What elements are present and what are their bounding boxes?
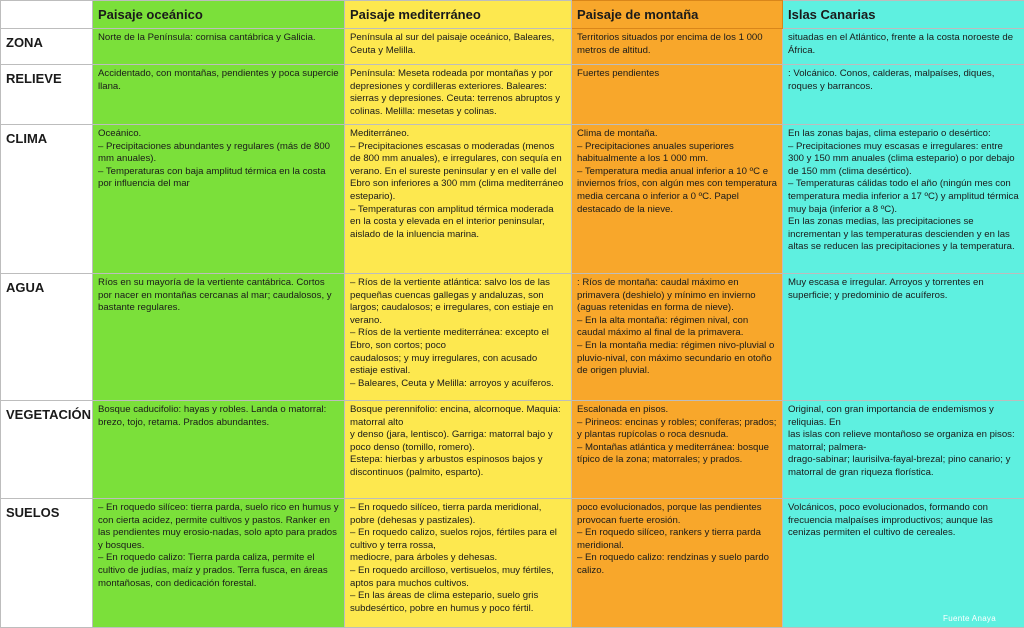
cell-zona-mediterraneo: Península al sur del paisaje oceánico, Baleares, Ceuta y Melilla. <box>345 29 572 65</box>
cell-relieve-mediterraneo: Península: Meseta rodeada por montañas y por depresiones y cordilleras exteriores. Baleares: sierras y depresiones. Ceuta: terrenos abruptos y colinas. Melilla: mesetas y colinas. <box>345 65 572 125</box>
header-islas-canarias: Islas Canarias <box>783 1 1024 29</box>
cell-clima-montana: Clima de montaña. – Precipitaciones anuales superiores habitualmente a los 1 000 mm. – Temperatura media anual inferior a 10 ºC e inviernos fríos, con algún mes con temperatura media cercana o inferior a 0 ºC. Papel destacado de la nieve. <box>572 125 783 274</box>
cell-suelos-canarias: Volcánicos, poco evolucionados, formando con frecuencia malpaíses improductivos; aunque las cenizas permiten el cultivo de cereales. <box>783 499 1024 628</box>
header-paisaje-mediterraneo: Paisaje mediterráneo <box>345 1 572 29</box>
cell-vegetacion-canarias: Original, con gran importancia de endemismos y reliquias. En las islas con relieve montañoso se organiza en pisos: matorral; palmera- drago-sabinar; laurisilva-fayal-brezal; pino canario; y matorral de gran riqueza florística. <box>783 401 1024 499</box>
row-label-relieve: RELIEVE <box>1 65 93 125</box>
row-label-clima: CLIMA <box>1 125 93 274</box>
cell-suelos-mediterraneo: – En roquedo silíceo, tierra parda meridional, pobre (dehesas y pastizales). – En roquedo calizo, suelos rojos, fértiles para el cultivo y terra rossa, mediocre, para árboles y dehesas. – En roquedo arcilloso, vertisuelos, muy fértiles, aptos para muchos cultivos. – En las áreas de clima estepario, suelo gris subdesértico, pobre en humus y poco fértil. <box>345 499 572 628</box>
cell-suelos-montana: poco evolucionados, porque las pendientes provocan fuerte erosión. – En roquedo silíceo, rankers y tierra parda meridional. – En roquedo calizo: rendzinas y suelo pardo calizo. <box>572 499 783 628</box>
cell-clima-canarias: En las zonas bajas, clima estepario o desértico: – Precipitaciones muy escasas e irregulares: entre 300 y 150 mm anuales (clima estepario) o por debajo de 150 mm (clima desértico). – Temperaturas cálidas todo el año (ningún mes con temperatura media inferior a 17 ºC) y amplitud térmica muy baja (inferior a 8 ºC). En las zonas medias, las precipitaciones se incrementan y las temperaturas descienden y en las altas se reducen las precipitaciones y la temperatura. <box>783 125 1024 274</box>
cell-agua-oceanico: Ríos en su mayoría de la vertiente cantábrica. Cortos por nacer en montañas cercanas al mar; caudalosos, y bastante regulares. <box>93 274 345 401</box>
row-agua <box>1 274 1024 401</box>
row-clima <box>1 125 1024 274</box>
cell-zona-montana: Territorios situados por encima de los 1 000 metros de altitud. <box>572 29 783 65</box>
cell-zona-canarias: situadas en el Atlántico, frente a la costa noroeste de África. <box>783 29 1024 65</box>
cell-relieve-oceanico: Accidentado, con montañas, pendientes y poca supercie llana. <box>93 65 345 125</box>
row-label-zona: ZONA <box>1 29 93 65</box>
cell-suelos-oceanico: – En roquedo silíceo: tierra parda, suelo rico en humus y con cierta acidez, permite cultivos y pastos. Ranker en las pendientes muy erosio-nadas, solo apto para prados y bosques. – En roquedo calizo: Tierra parda caliza, permite el cultivo de judías, maíz y prados. Terra fusca, en áreas montañosas, con dedicación forestal. <box>93 499 345 628</box>
row-label-vegetacion: VEGETACIÓN <box>1 401 93 499</box>
cell-agua-canarias: Muy escasa e irregular. Arroyos y torrentes en superficie; y predominio de acuíferos. <box>783 274 1024 401</box>
cell-vegetacion-mediterraneo: Bosque perennifolio: encina, alcornoque. Maquia: matorral alto y denso (jara, lentisco). Garriga: matorral bajo y poco denso (tomillo, romero). Estepa: hierbas y arbustos espinosos bajos y discontinuos (palmito, esparto). <box>345 401 572 499</box>
row-relieve <box>1 65 1024 125</box>
cell-clima-mediterraneo: Mediterráneo. – Precipitaciones escasas o moderadas (menos de 800 mm anuales), e irregulares, con sequía en verano. En el sureste peninsular y en el valle del Ebro son inferiores a 300 mm (clima mediterráneo estepario). – Temperaturas con amplitud térmica moderada en la costa y elevada en el interior peninsular, aislado de la inluencia marina. <box>345 125 572 274</box>
cell-clima-oceanico: Oceánico. – Precipitaciones abundantes y regulares (más de 800 mm anuales). – Temperaturas con baja amplitud térmica en la costa por influencia del mar <box>93 125 345 274</box>
header-paisaje-oceanico: Paisaje oceánico <box>93 1 345 29</box>
cell-vegetacion-oceanico: Bosque caducifolio: hayas y robles. Landa o matorral: brezo, tojo, retama. Prados abundantes. <box>93 401 345 499</box>
cell-relieve-canarias: : Volcánico. Conos, calderas, malpaíses, diques, roques y barrancos. <box>783 65 1024 125</box>
row-vegetacion <box>1 401 1024 499</box>
row-zona <box>1 29 1024 65</box>
corner-cell <box>1 1 93 29</box>
cell-zona-oceanico: Norte de la Península: cornisa cantábrica y Galicia. <box>93 29 345 65</box>
row-label-suelos: SUELOS <box>1 499 93 628</box>
source-credit: Fuente Anaya <box>943 614 996 623</box>
cell-relieve-montana: Fuertes pendientes <box>572 65 783 125</box>
row-label-agua: AGUA <box>1 274 93 401</box>
row-suelos <box>1 499 1024 628</box>
cell-agua-montana: : Ríos de montaña: caudal máximo en primavera (deshielo) y mínimo en invierno (aguas retenidas en forma de nieve). – En la alta montaña: régimen nival, con caudal máximo al final de la primavera. – En la montaña media: régimen nivo-pluvial o pluvio-nival, con máximo secundario en otoño de origen pluvial. <box>572 274 783 401</box>
header-paisaje-montana: Paisaje de montaña <box>572 1 783 29</box>
cell-agua-mediterraneo: – Ríos de la vertiente atlántica: salvo los de las pequeñas cuencas gallegas y andaluzas, son largos; caudalosos; e irregulares, con estiaje en verano. – Ríos de la vertiente mediterránea: excepto el Ebro, son cortos; poco caudalosos; y muy irregulares, con acusado estiaje estival. – Baleares, Ceuta y Melilla: arroyos y acuíferos. <box>345 274 572 401</box>
header-row <box>1 1 1024 29</box>
cell-vegetacion-montana: Escalonada en pisos. – Pirineos: encinas y robles; coníferas; prados; y plantas rupícolas o roca desnuda. – Montañas atlántica y mediterránea: bosque típico de la zona; matorrales; y prados. <box>572 401 783 499</box>
